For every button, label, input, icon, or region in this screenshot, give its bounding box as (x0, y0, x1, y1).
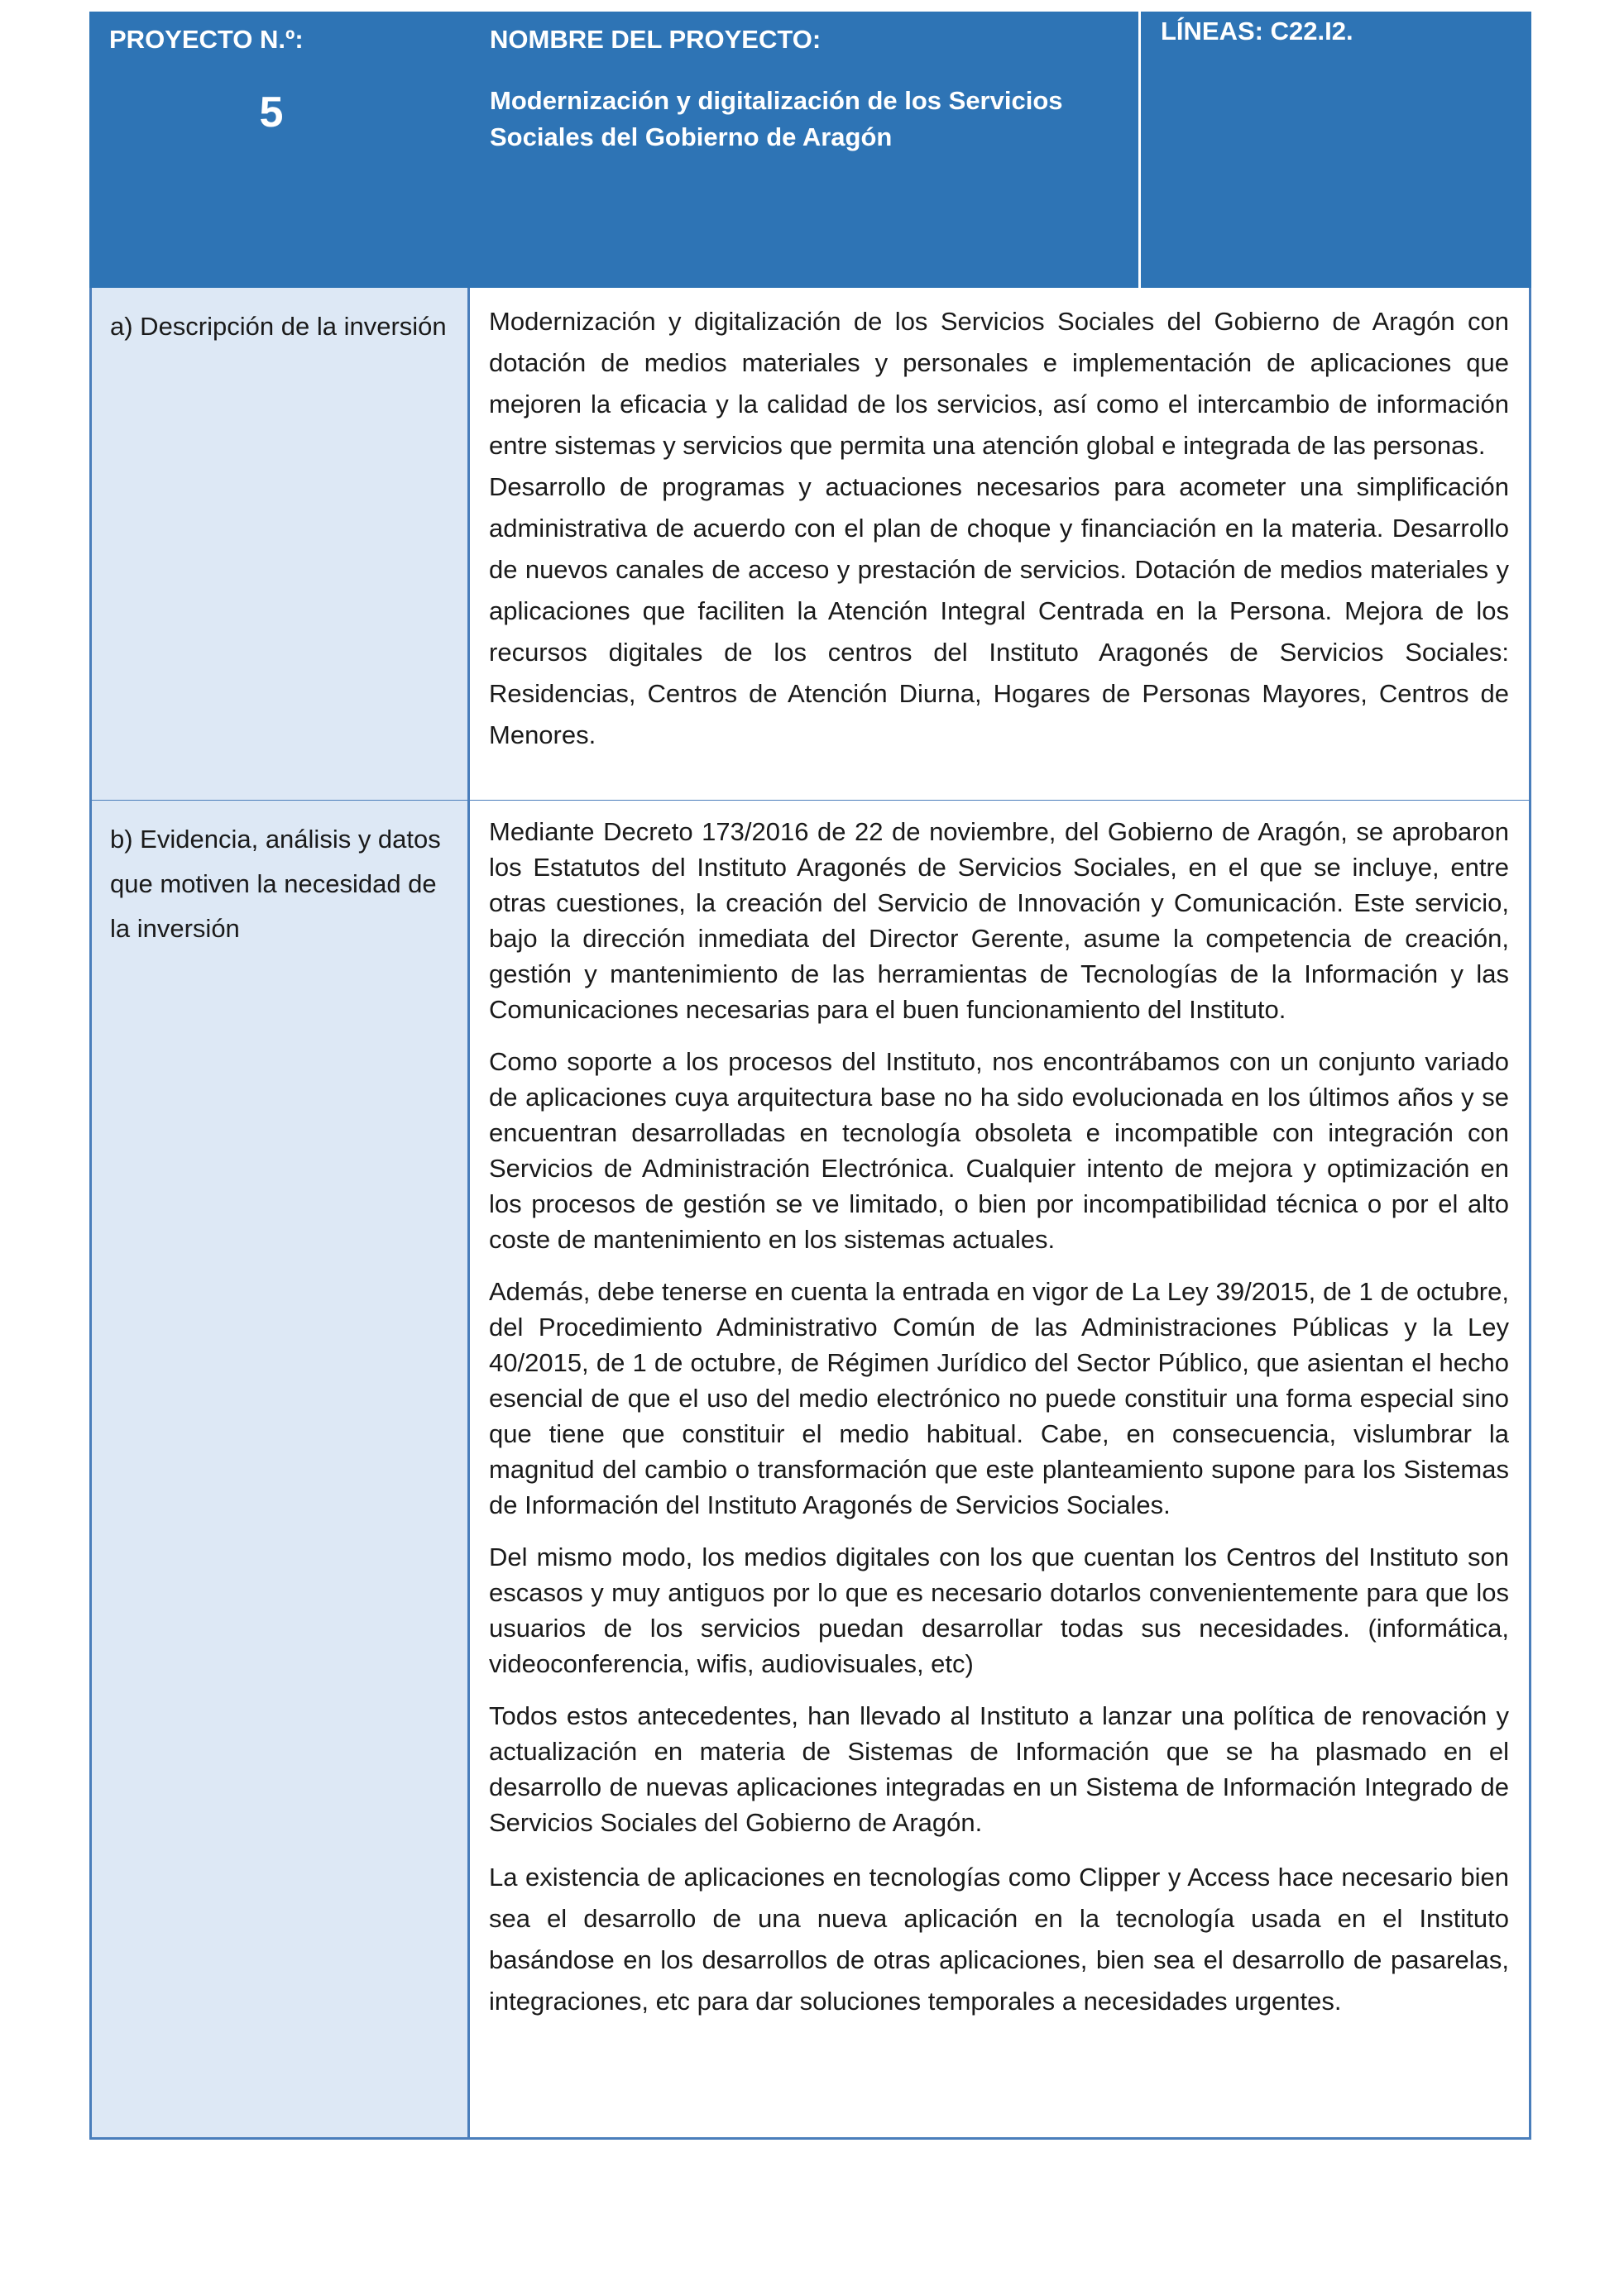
paragraph: Modernización y digitalización de los Servicios Sociales del Gobierno de Aragón con dotación de medios materiales y personales e implementación de aplicaciones que mejoren la eficacia y la calidad de los servicios, así como el intercambio de información entre sistemas y servicios que permita una atención global e integrada de las personas. (489, 307, 1509, 460)
project-lines: LÍNEAS: C22.I2. (1161, 17, 1353, 45)
row-content (470, 801, 1531, 2138)
table-bottom-border (89, 2137, 1531, 2140)
paragraph: Además, debe tenerse en cuenta la entrada en vigor de La Ley 39/2015, de 1 de octubre, del Procedimiento Administrativo Común de las Administraciones Públicas y la Ley 40/2015, de 1 de octubre, de Régimen Jurídico del Sector Público, que asientan el hecho esencial de que el uso del medio electrónico no puede constituir una forma especial sino que tiene que constituir el medio habitual. Cabe, en consecuencia, vislumbrar la magnitud del cambio o transformación que este planteamiento supone para los Sistemas de Información del Instituto Aragonés de Servicios Sociales. (489, 1277, 1509, 1519)
paragraph: Del mismo modo, los medios digitales con los que cuentan los Centros del Instituto son escasos y muy antiguos por lo que es necesario dotarlos convenientemente para que los usuarios de los servicios puedan desarrollar todas sus necesidades. (informática, videoconferencia, wifis, audiovisuales, etc) (489, 1543, 1509, 1678)
project-header (89, 12, 1531, 290)
row-label: b) Evidencia, análisis y datos que motiven la necesidad de la inversión (89, 801, 470, 2138)
table-row-evidence (89, 801, 1531, 2138)
row-label: a) Descripción de la inversión (89, 288, 470, 801)
paragraph: Como soporte a los procesos del Instituto, nos encontrábamos con un conjunto variado de aplicaciones cuya arquitectura base no ha sido evolucionada en los últimos años y se encuentran desarrolladas en tecnología obsoleta e incompatible con integración con Servicios de Administración Electrónica. Cualquier intento de mejora y optimización en los procesos de gestión se ve limitado, o bien por incompatibilidad técnica o por el alto coste de mantenimiento en los sistemas actuales. (489, 1047, 1509, 1254)
paragraph: La existencia de aplicaciones en tecnologías como Clipper y Access hace necesario bien sea el desarrollo de una nueva aplicación en la tecnología usada en el Instituto basándose en los desarrollos de otras aplicaciones, bien sea el desarrollo de pasarelas, integraciones, etc para dar soluciones temporales a necesidades urgentes. (489, 1863, 1509, 2016)
project-name: Modernización y digitalización de los Servicios Sociales del Gobierno de Aragón (490, 86, 1063, 151)
paragraph: Desarrollo de programas y actuaciones necesarios para acometer una simplificación administrativa de acuerdo con el plan de choque y financiación en la materia. Desarrollo de nuevos canales de acceso y prestación de servicios. Dotación de medios materiales y aplicaciones que faciliten la Atención Integral Centrada en la Persona. Mejora de los recursos digitales de los centros del Instituto Aragonés de Servicios Sociales: Residencias, Centros de Atención Diurna, Hogares de Personas Mayores, Centros de Menores. (489, 472, 1509, 749)
project-name-label: NOMBRE DEL PROYECTO: (490, 25, 822, 54)
row-content (470, 288, 1531, 801)
table-row-description (89, 288, 1531, 801)
paragraph: Todos estos antecedentes, han llevado al Instituto a lanzar una política de renovación y actualización en materia de Sistemas de Información que se ha plasmado en el desarrollo de nuevas aplicaciones integradas en un Sistema de Información Integrado de Servicios Sociales del Gobierno de Aragón. (489, 1701, 1509, 1837)
project-number: 5 (259, 88, 284, 136)
project-name-cell (470, 12, 1138, 288)
project-number-cell (89, 12, 470, 288)
project-number-label: PROYECTO N.º: (109, 25, 304, 54)
project-lines-cell (1138, 12, 1531, 288)
paragraph: Mediante Decreto 173/2016 de 22 de noviembre, del Gobierno de Aragón, se aprobaron los Estatutos del Instituto Aragonés de Servicios Sociales, en el que se incluye, entre otras cuestiones, la creación del Servicio de Innovación y Comunicación. Este servicio, bajo la dirección inmediata del Director Gerente, asume la competencia de creación, gestión y mantenimiento de las herramientas de Tecnologías de la Información y las Comunicaciones necesarias para el buen funcionamiento del Instituto. (489, 817, 1509, 1024)
